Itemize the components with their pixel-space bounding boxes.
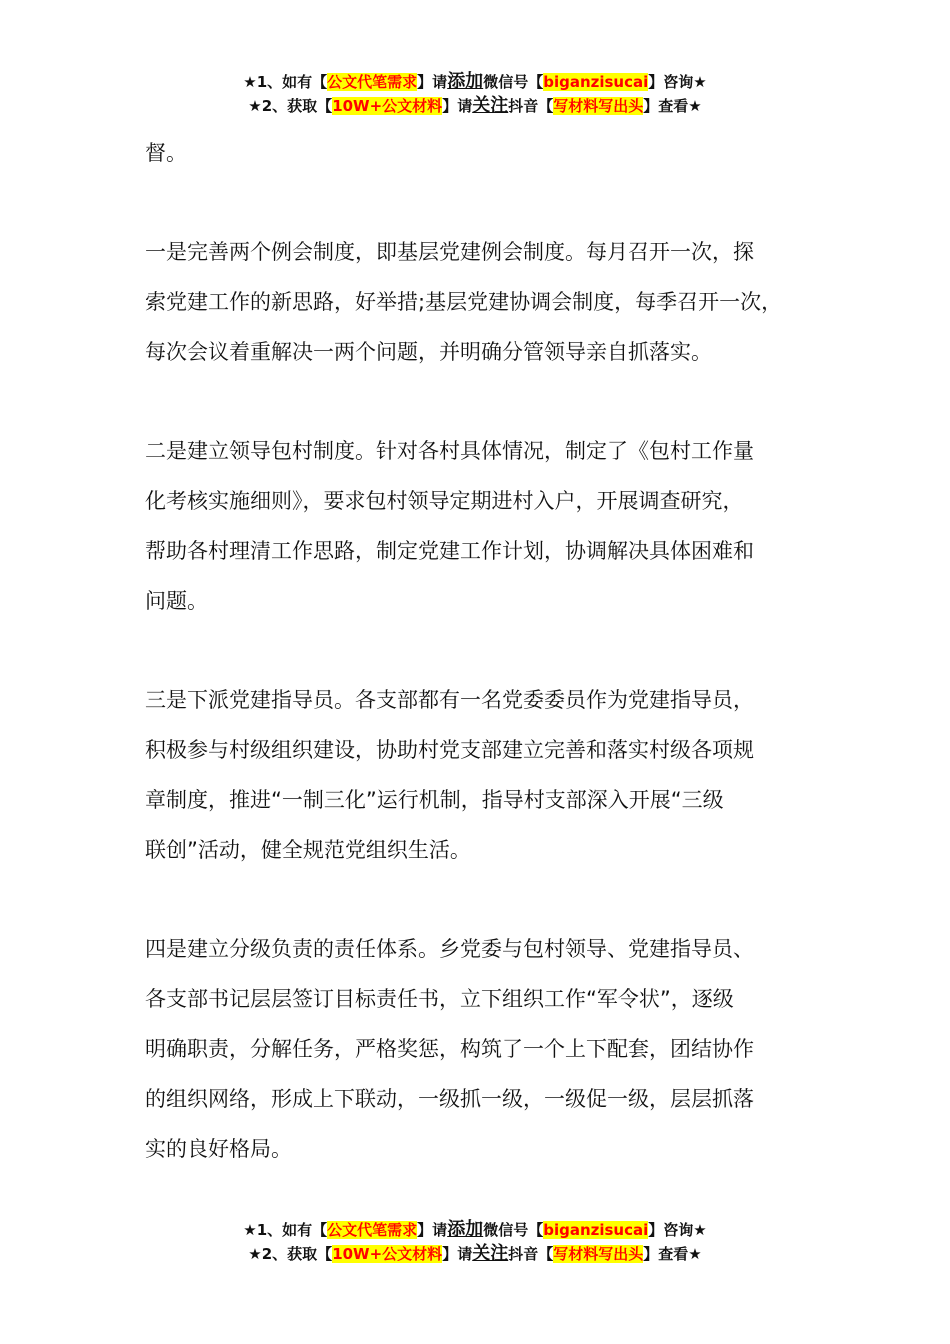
banner-text: 微信号【	[483, 73, 544, 91]
footer-banner	[0, 1218, 950, 1266]
banner-text: ★1、如有【	[243, 73, 328, 91]
header-banner	[0, 70, 950, 118]
banner-text: ★2、获取【	[248, 97, 333, 115]
highlight-wechat-id: biganzisucai	[543, 73, 649, 91]
document-body	[145, 128, 835, 1223]
banner-text: 】请	[417, 1221, 448, 1239]
banner-line-1	[0, 70, 950, 94]
banner-line-1	[0, 1218, 950, 1242]
add-emphasis: 添加	[447, 71, 484, 92]
banner-text: 】请	[417, 73, 448, 91]
banner-text: ★2、获取【	[248, 1245, 333, 1263]
banner-text: ★1、如有【	[243, 1221, 328, 1239]
follow-emphasis: 关注	[472, 1243, 509, 1264]
paragraph-continuation: 督。	[145, 141, 187, 165]
paragraph-1: 一是完善两个例会制度，即基层党建例会制度。每月召开一次，探 索党建工作的新思路，好举措;基层党建协调会制度，每季召开一次， 每次会议着重解决一两个问题，并明确分管领导亲自抓落实。	[145, 240, 783, 364]
paragraph-4: 四是建立分级负责的责任体系。乡党委与包村领导、党建指导员、 各支部书记层层签订目标责任书，立下组织工作“军令状”，逐级 明确职责，分解任务，严格奖惩，构筑了一个上下配套，团结协作 的组织网络，形成上下联动，一级抓一级，一级促一级，层层抓落 实的良好格局。	[145, 937, 754, 1161]
banner-text: 】咨询★	[648, 1221, 707, 1239]
banner-text: 】请	[442, 1245, 473, 1263]
paragraph-2: 二是建立领导包村制度。针对各村具体情况，制定了《包村工作量 化考核实施细则》，要求包村领导定期进村入户，开展调查研究， 帮助各村理清工作思路，制定党建工作计划，协调解决具体困难和 问题。	[145, 439, 754, 613]
banner-text: 】查看★	[643, 1245, 702, 1263]
banner-line-2	[0, 94, 950, 118]
banner-text: 】查看★	[643, 97, 702, 115]
highlight-materials: 10W+公文材料	[332, 1245, 443, 1263]
banner-text: 】请	[442, 97, 473, 115]
add-emphasis: 添加	[447, 1219, 484, 1240]
banner-line-2	[0, 1242, 950, 1266]
banner-text: 抖音【	[508, 1245, 554, 1263]
paragraph-3: 三是下派党建指导员。各支部都有一名党委委员作为党建指导员， 积极参与村级组织建设，协助村党支部建立完善和落实村级各项规 章制度，推进“一制三化”运行机制，指导村支部深入开展“三级 联创”活动，健全规范党组织生活。	[145, 688, 754, 862]
highlight-douyin: 写材料写出头	[553, 1245, 644, 1263]
highlight-wechat-id: biganzisucai	[543, 1221, 649, 1239]
highlight-service: 公文代笔需求	[327, 73, 418, 91]
banner-text: 抖音【	[508, 97, 554, 115]
follow-emphasis: 关注	[472, 95, 509, 116]
banner-text: 微信号【	[483, 1221, 544, 1239]
highlight-materials: 10W+公文材料	[332, 97, 443, 115]
banner-text: 】咨询★	[648, 73, 707, 91]
highlight-service: 公文代笔需求	[327, 1221, 418, 1239]
highlight-douyin: 写材料写出头	[553, 97, 644, 115]
